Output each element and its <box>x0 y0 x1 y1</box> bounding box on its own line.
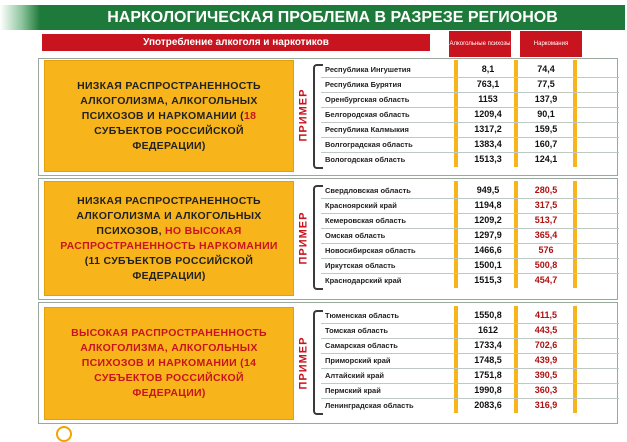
region-name: Республика Ингушетия <box>325 65 411 74</box>
alcohol-value: 8,1 <box>481 64 495 74</box>
alcohol-value: 1733,4 <box>474 340 502 350</box>
alcohol-value: 1513,3 <box>474 154 502 164</box>
table-row <box>321 137 619 152</box>
table-row <box>321 353 619 368</box>
table-row <box>321 258 619 273</box>
group-description-text <box>45 194 293 284</box>
alcohol-value: 1466,6 <box>474 245 502 255</box>
table-row <box>321 152 619 167</box>
drugs-value: 360,3 <box>534 385 558 395</box>
alcohol-value: 1748,5 <box>474 355 502 365</box>
region-name: Пермский край <box>325 386 381 395</box>
drugs-value: 411,5 <box>534 310 558 320</box>
page-title: НАРКОЛОГИЧЕСКАЯ ПРОБЛЕМА В РАЗРЕЗЕ РЕГИОНОВ <box>40 5 625 30</box>
region-name: Волгоградская область <box>325 140 413 149</box>
column-header-alcohol: Алкогольные психозы <box>449 31 511 57</box>
drugs-value: 280,5 <box>534 185 558 195</box>
table-row <box>321 338 619 353</box>
alcohol-value: 1751,8 <box>474 370 502 380</box>
region-name: Республика Бурятия <box>325 80 402 89</box>
example-label <box>294 307 312 418</box>
alcohol-value: 1612 <box>477 325 499 335</box>
example-label <box>294 60 312 170</box>
drugs-value: 90,1 <box>537 109 555 119</box>
bottom-logo-icon <box>56 426 72 442</box>
drugs-value: 443,5 <box>534 325 558 335</box>
table-row <box>321 92 619 107</box>
drugs-value: 365,4 <box>534 230 558 240</box>
group-description-text <box>45 79 293 154</box>
table-row <box>321 122 619 137</box>
description-text: НИЗКАЯ РАСПРОСТРАНЕННОСТЬ АЛКОГОЛИЗМА И АЛКОГОЛЬНЫХ ПСИХОЗОВ, <box>76 194 262 237</box>
drugs-value: 137,9 <box>534 94 558 104</box>
drugs-value: 513,7 <box>534 215 558 225</box>
drugs-value: 317,5 <box>534 200 558 210</box>
table-row <box>321 228 619 243</box>
alcohol-value: 1153 <box>478 94 498 104</box>
group-description-box <box>44 181 294 296</box>
description-text: (11 СУБЪЕКТОВ РОССИЙСКОЙ ФЕДЕРАЦИИ) <box>84 254 254 282</box>
region-table <box>321 62 619 167</box>
example-label-text: ПРИМЕР <box>297 88 309 142</box>
drugs-value: 454,7 <box>534 275 558 285</box>
description-highlight: 18 <box>243 109 257 122</box>
subtitle-bar: Употребление алкоголя и наркотиков <box>42 34 430 51</box>
region-name: Новосибирская область <box>325 246 416 255</box>
drugs-value: 576 <box>538 245 554 255</box>
table-row <box>321 323 619 338</box>
group-description-box <box>44 307 294 420</box>
group-description-box <box>44 60 294 172</box>
alcohol-value: 1990,8 <box>474 385 502 395</box>
example-label-text: ПРИМЕР <box>297 336 309 389</box>
region-name: Вологодская область <box>325 155 406 164</box>
region-name: Оренбургская область <box>325 95 410 104</box>
region-name: Ленинградская область <box>325 401 414 410</box>
drugs-value: 439,9 <box>534 355 558 365</box>
description-text: СУБЪЕКТОВ РОССИЙСКОЙ ФЕДЕРАЦИИ) <box>94 124 244 152</box>
example-label <box>294 181 312 294</box>
region-name: Красноярский край <box>325 201 397 210</box>
alcohol-value: 1209,2 <box>474 215 502 225</box>
description-highlight: НО ВЫСОКАЯ РАСПРОСТРАНЕННОСТЬ НАРКОМАНИИ <box>60 224 278 252</box>
region-name: Краснодарский край <box>325 276 402 285</box>
table-row <box>321 183 619 198</box>
alcohol-value: 949,5 <box>476 185 500 195</box>
table-row <box>321 107 619 122</box>
region-table <box>321 308 619 413</box>
table-row <box>321 368 619 383</box>
region-table <box>321 183 619 288</box>
table-row <box>321 198 619 213</box>
region-name: Иркутская область <box>325 261 396 270</box>
alcohol-value: 1500,1 <box>474 260 502 270</box>
drugs-value: 77,5 <box>537 79 555 89</box>
region-name: Белгородская область <box>325 110 410 119</box>
table-row <box>321 62 619 77</box>
alcohol-value: 1209,4 <box>474 109 502 119</box>
title-bar-gradient <box>0 5 40 30</box>
table-row <box>321 243 619 258</box>
table-row <box>321 398 619 413</box>
alcohol-value: 1317,2 <box>474 124 502 134</box>
alcohol-value: 763,1 <box>476 79 500 89</box>
table-row <box>321 383 619 398</box>
alcohol-value: 1383,4 <box>474 139 502 149</box>
region-name: Алтайский край <box>325 371 384 380</box>
drugs-value: 124,1 <box>534 154 558 164</box>
table-row <box>321 213 619 228</box>
drugs-value: 74,4 <box>537 64 555 74</box>
group-description-text <box>45 326 293 401</box>
column-header-drugs: Наркомания <box>520 31 582 57</box>
example-label-text: ПРИМЕР <box>297 211 309 264</box>
alcohol-value: 1550,8 <box>474 310 502 320</box>
region-name: Республика Калмыкия <box>325 125 409 134</box>
drugs-value: 390,5 <box>534 370 558 380</box>
table-row <box>321 273 619 288</box>
region-name: Приморский край <box>325 356 391 365</box>
alcohol-value: 1194,8 <box>474 200 502 210</box>
region-name: Кемеровская область <box>325 216 406 225</box>
table-row <box>321 77 619 92</box>
alcohol-value: 2083,6 <box>474 400 502 410</box>
region-name: Свердловская область <box>325 186 411 195</box>
region-name: Томская область <box>325 326 389 335</box>
table-row <box>321 308 619 323</box>
description-highlight: ВЫСОКАЯ РАСПРОСТРАНЕННОСТЬ АЛКОГОЛИЗМА, АЛКОГОЛЬНЫХ ПСИХОЗОВ И НАРКОМАНИИ (14 СУБЪЕКТОВ РОССИЙСКОЙ ФЕДЕРАЦИИ) <box>71 327 267 399</box>
description-text: НИЗКАЯ РАСПРОСТРАНЕННОСТЬ АЛКОГОЛИЗМА, АЛКОГОЛЬНЫХ ПСИХОЗОВ И НАРКОМАНИИ ( <box>77 79 261 122</box>
alcohol-value: 1297,9 <box>474 230 502 240</box>
drugs-value: 500,8 <box>534 260 558 270</box>
region-name: Омская область <box>325 231 386 240</box>
region-name: Тюменская область <box>325 311 400 320</box>
drugs-value: 160,7 <box>534 139 558 149</box>
drugs-value: 316,9 <box>534 400 558 410</box>
drugs-value: 702,6 <box>534 340 558 350</box>
drugs-value: 159,5 <box>534 124 558 134</box>
region-name: Самарская область <box>325 341 398 350</box>
alcohol-value: 1515,3 <box>474 275 502 285</box>
